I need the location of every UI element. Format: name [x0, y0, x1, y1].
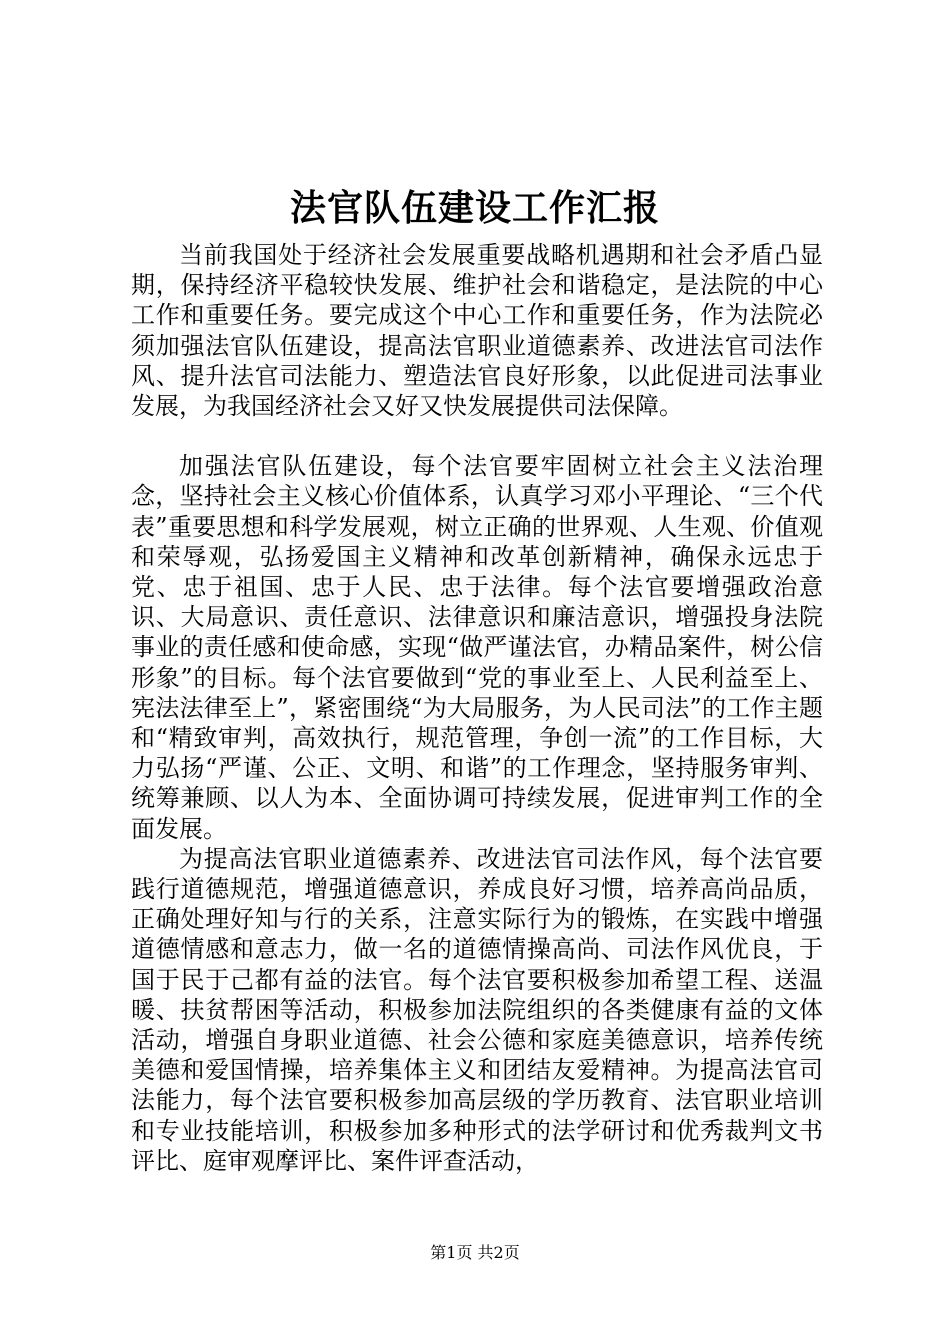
document-title: 法官队伍建设工作汇报: [289, 187, 660, 229]
paragraph-2: 加强法官队伍建设，每个法官要牢固树立社会主义法治理念，坚持社会主义核心价值体系，认真学习邓小平理论、“三个代表”重要思想和科学发展观，树立正确的世界观、人生观、价值观和荣辱观，弘扬爱国主义精神和改革创新精神，确保永远忠于党、忠于祖国、忠于人民、忠于法律。每个法官要增强政治意识、大局意识、责任意识、法律意识和廉洁意识，增强投身法院事业的责任感和使命感，实现“做严谨法官，办精品案件，树公信形象”的目标。每个法官要做到“党的事业至上、人民利益至上、宪法法律至上”，紧密围绕“为大局服务，为人民司法”的工作主题和“精致审判，高效执行，规范管理，争创一流”的工作目标，大力弘扬“严谨、公正、文明、和谐”的工作理念，坚持服务审判、统筹兼顾、以人为本、全面协调可持续发展，促进审判工作的全面发展。: [131, 452, 823, 843]
paragraph-1: 当前我国处于经济社会发展重要战略机遇期和社会矛盾凸显期，保持经济平稳较快发展、维护社会和谐稳定，是法院的中心工作和重要任务。要完成这个中心工作和重要任务，作为法院必须加强法官队伍建设，提高法官职业道德素养、改进法官司法作风、提升法官司法能力、塑造法官良好形象，以此促进司法事业发展，为我国经济社会又好又快发展提供司法保障。: [131, 241, 823, 421]
document-body: [131, 240, 823, 1176]
paragraph-3: 为提高法官职业道德素养、改进法官司法作风，每个法官要践行道德规范，增强道德意识，养成良好习惯，培养高尚品质，正确处理好知与行的关系，注意实际行为的锻炼，在实践中增强道德情感和意志力，做一名的道德情操高尚、司法作风优良，于国于民于己都有益的法官。每个法官要积极参加希望工程、送温暖、扶贫帮困等活动，积极参加法院组织的各类健康有益的文体活动，增强自身职业道德、社会公德和家庭美德意识，培养传统美德和爱国情操，培养集体主义和团结友爱精神。为提高法官司法能力，每个法官要积极参加高层级的学历教育、法官职业培训和专业技能培训，积极参加多种形式的法学研讨和优秀裁判文书评比、庭审观摩评比、案件评查活动，: [131, 844, 823, 1175]
page-number-footer: 第1页 共2页: [430, 1243, 520, 1262]
